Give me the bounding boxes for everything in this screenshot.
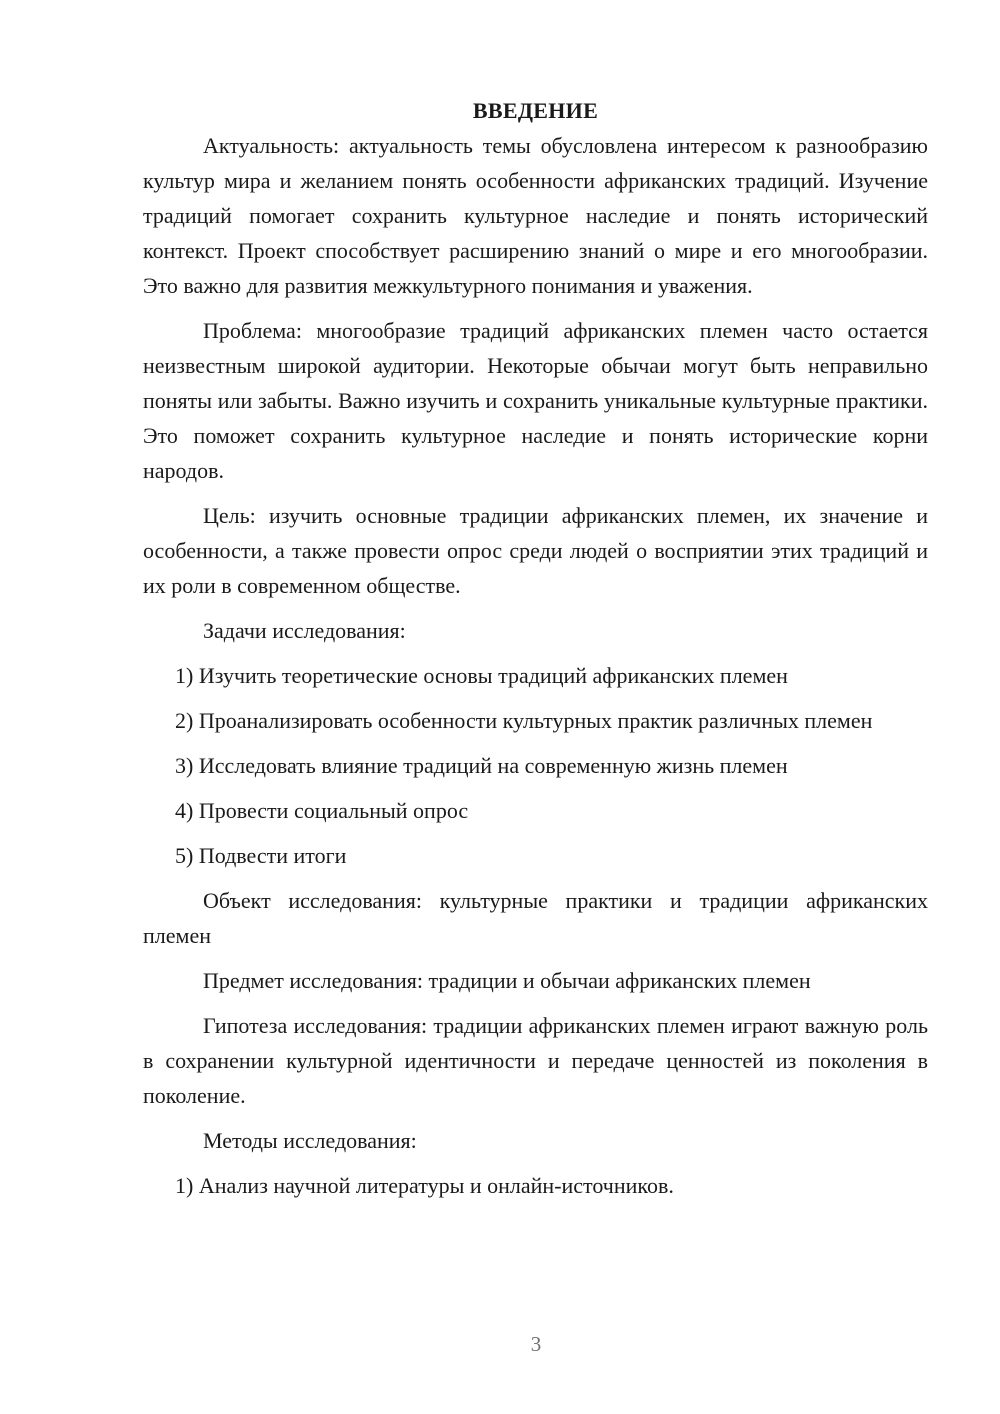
page-number: 3 xyxy=(530,1332,542,1356)
document-page xyxy=(143,93,928,1213)
task-item-3: 3) Исследовать влияние традиций на современную жизнь племен xyxy=(175,753,788,778)
relevance-paragraph: Актуальность: актуальность темы обусловлена интересом к разнообразию культур мира и желанием понять особенности африканских традиций. Изучение традиций помогает сохранить культурное наследие и понять исторический контекст. Проект способствует расширению знаний о мире и его многообразии. Это важно для развития межкультурного понимания и уважения. xyxy=(143,133,928,298)
task-item-2: 2) Проанализировать особенности культурных практик различных племен xyxy=(175,708,873,733)
goal-paragraph: Цель: изучить основные традиции африканских племен, их значение и особенности, а также провести опрос среди людей о восприятии этих традиций и их роли в современном обществе. xyxy=(143,503,928,598)
section-title: ВВЕДЕНИЕ xyxy=(472,98,599,123)
method-item-1: 1) Анализ научной литературы и онлайн-источников. xyxy=(175,1173,674,1198)
object-paragraph: Объект исследования: культурные практики и традиции африканских племен xyxy=(143,888,928,948)
problem-paragraph: Проблема: многообразие традиций африканских племен часто остается неизвестным широкой аудитории. Некоторые обычаи могут быть неправильно поняты или забыты. Важно изучить и сохранить уникальные культурные практики. Это поможет сохранить культурное наследие и понять исторические корни народов. xyxy=(143,318,928,483)
hypothesis-paragraph: Гипотеза исследования: традиции африканских племен играют важную роль в сохранении культурной идентичности и передаче ценностей из поколения в поколение. xyxy=(143,1013,928,1108)
methods-heading: Методы исследования: xyxy=(203,1128,417,1153)
task-item-4: 4) Провести социальный опрос xyxy=(175,798,469,823)
subject-paragraph: Предмет исследования: традиции и обычаи африканских племен xyxy=(203,968,811,993)
tasks-heading: Задачи исследования: xyxy=(203,618,406,643)
task-item-5: 5) Подвести итоги xyxy=(175,843,347,868)
task-item-1: 1) Изучить теоретические основы традиций африканских племен xyxy=(175,663,788,688)
